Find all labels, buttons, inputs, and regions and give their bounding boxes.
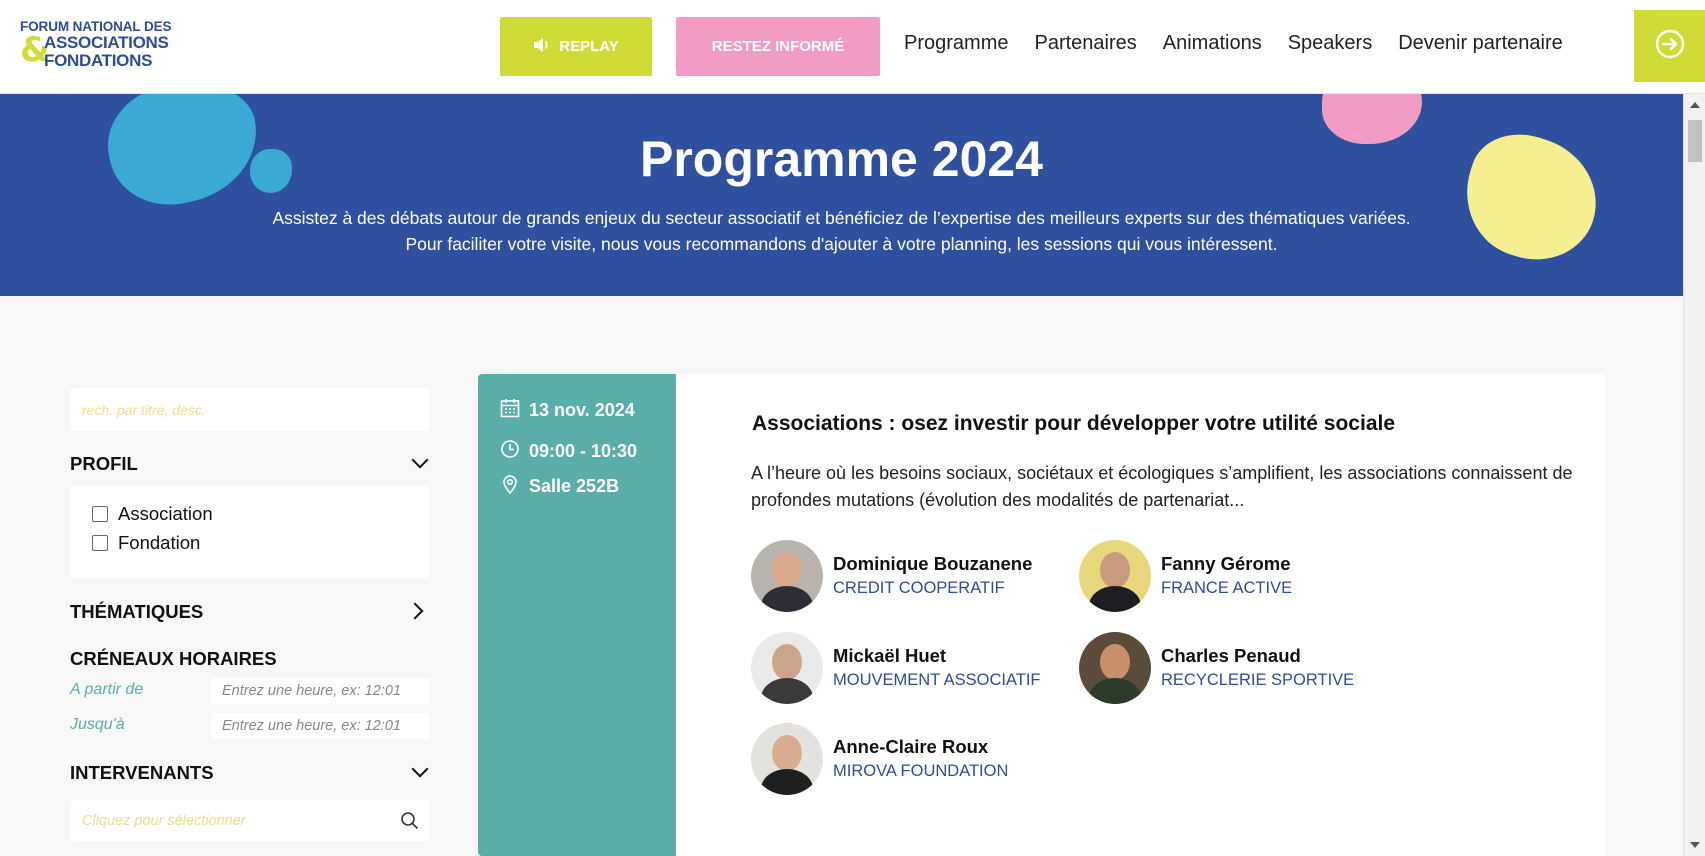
time-placeholder: Entrez une heure, ex: 12:01: [222, 718, 401, 734]
search-icon: [400, 811, 419, 834]
nav-devenir-partenaire[interactable]: Devenir partenaire: [1398, 32, 1563, 54]
avatar: [1079, 540, 1151, 612]
nav-speakers[interactable]: Speakers: [1287, 32, 1373, 54]
session-search-input[interactable]: [70, 388, 430, 431]
option-label: Fondation: [118, 532, 201, 553]
session-date: [500, 398, 635, 423]
login-button[interactable]: [1634, 10, 1705, 82]
intervenants-placeholder: Cliquez pour sélectionner: [82, 812, 246, 829]
session-room: [500, 474, 619, 499]
banner-description-1: Assistez à des débats autour de grands enjeux du secteur associatif et bénéficiez de l’expertise des meilleurs experts sur des thématiques variées.: [272, 208, 1411, 228]
session-time: [500, 439, 637, 464]
speaker-card[interactable]: [1079, 540, 1292, 612]
site-header: [0, 0, 1705, 94]
chevron-down-icon[interactable]: [412, 452, 429, 469]
checkbox-association[interactable]: [92, 506, 108, 522]
avatar: [751, 632, 823, 704]
page-scrollbar[interactable]: [1683, 94, 1705, 856]
filter-thematiques-title[interactable]: THÉMATIQUES: [70, 601, 204, 622]
programme-banner: [0, 94, 1683, 296]
from-time-input[interactable]: [212, 678, 430, 704]
chevron-right-icon[interactable]: [407, 603, 424, 620]
avatar: [751, 723, 823, 795]
filter-intervenants-title[interactable]: INTERVENANTS: [70, 762, 214, 783]
stay-informed-button[interactable]: [676, 17, 880, 76]
avatar: [1079, 632, 1151, 704]
filter-profil-title[interactable]: PROFIL: [70, 453, 138, 474]
speaker-org: RECYCLERIE SPORTIVE: [1161, 671, 1355, 689]
nav-animations[interactable]: Animations: [1162, 32, 1262, 54]
session-room-text: Salle 252B: [529, 476, 620, 496]
avatar: [751, 540, 823, 612]
to-label: Jusqu'à: [70, 716, 125, 733]
speaker-org: MIROVA FOUNDATION: [833, 762, 1009, 780]
speaker-icon: [533, 37, 551, 57]
speaker-org: CREDIT COOPERATIF: [833, 579, 1005, 597]
replay-button[interactable]: [500, 17, 652, 76]
speaker-card[interactable]: [1079, 632, 1354, 704]
intervenants-select[interactable]: [70, 800, 430, 841]
session-title[interactable]: Associations : osez investir pour développer votre utilité sociale: [752, 412, 1396, 435]
location-pin-icon: [500, 474, 520, 499]
scroll-thumb[interactable]: [1688, 120, 1702, 162]
search-placeholder: rech. par titre, desc.: [82, 401, 206, 418]
session-description: A l’heure où les besoins sociaux, sociétaux et écologiques s’amplifient, les associations connaissent de profondes mutations (évolution des modalités de partenariat...: [751, 463, 1573, 510]
session-time-text: 09:00 - 10:30: [529, 441, 638, 461]
speaker-card[interactable]: [751, 540, 1032, 612]
page-title: Programme 2024: [639, 131, 1043, 187]
speaker-name: Mickaël Huet: [833, 645, 947, 666]
sign-in-icon: [1654, 28, 1686, 65]
speaker-card[interactable]: [751, 723, 1008, 795]
site-logo[interactable]: [20, 19, 190, 71]
nav-partenaires[interactable]: Partenaires: [1034, 32, 1137, 54]
calendar-icon: [500, 398, 520, 423]
checkbox-fondation[interactable]: [92, 535, 108, 551]
scroll-down-arrow-icon[interactable]: [1690, 842, 1700, 848]
profil-option-fondation[interactable]: [92, 532, 200, 554]
chevron-down-icon[interactable]: [412, 761, 429, 778]
profil-options: [70, 486, 430, 578]
logo-ampersand: &: [20, 30, 50, 70]
speaker-name: Fanny Gérome: [1161, 553, 1291, 574]
logo-line-2: ASSOCIATIONS: [44, 33, 169, 52]
nav-programme[interactable]: Programme: [904, 32, 1009, 54]
speaker-name: Charles Penaud: [1161, 645, 1301, 666]
scroll-up-arrow-icon[interactable]: [1690, 102, 1700, 108]
option-label: Association: [118, 503, 213, 524]
to-time-input[interactable]: [212, 713, 430, 739]
clock-icon: [500, 439, 520, 464]
session-date-text: 13 nov. 2024: [529, 400, 635, 420]
banner-description-2: Pour faciliter votre visite, nous vous recommandons d'ajouter à votre planning, les sessions qui vous intéressent.: [405, 234, 1278, 254]
session-meta-panel: [478, 374, 676, 856]
main-nav: [904, 32, 1563, 55]
logo-line-1: FORUM NATIONAL DES: [20, 19, 172, 34]
stay-informed-label: RESTEZ INFORMÉ: [711, 38, 845, 55]
from-label: A partir de: [70, 681, 144, 698]
speaker-card[interactable]: [751, 632, 1041, 704]
logo-line-3: FONDATIONS: [44, 51, 153, 70]
time-placeholder: Entrez une heure, ex: 12:01: [222, 683, 401, 699]
replay-label: REPLAY: [559, 38, 619, 55]
filter-creneaux-title: CRÉNEAUX HORAIRES: [70, 648, 277, 669]
session-card[interactable]: [478, 374, 1605, 856]
speaker-org: FRANCE ACTIVE: [1161, 579, 1293, 597]
profil-option-association[interactable]: [92, 503, 213, 525]
speaker-org: MOUVEMENT ASSOCIATIF: [833, 671, 1041, 689]
speaker-name: Anne-Claire Roux: [833, 736, 989, 757]
speaker-name: Dominique Bouzanene: [833, 553, 1033, 574]
